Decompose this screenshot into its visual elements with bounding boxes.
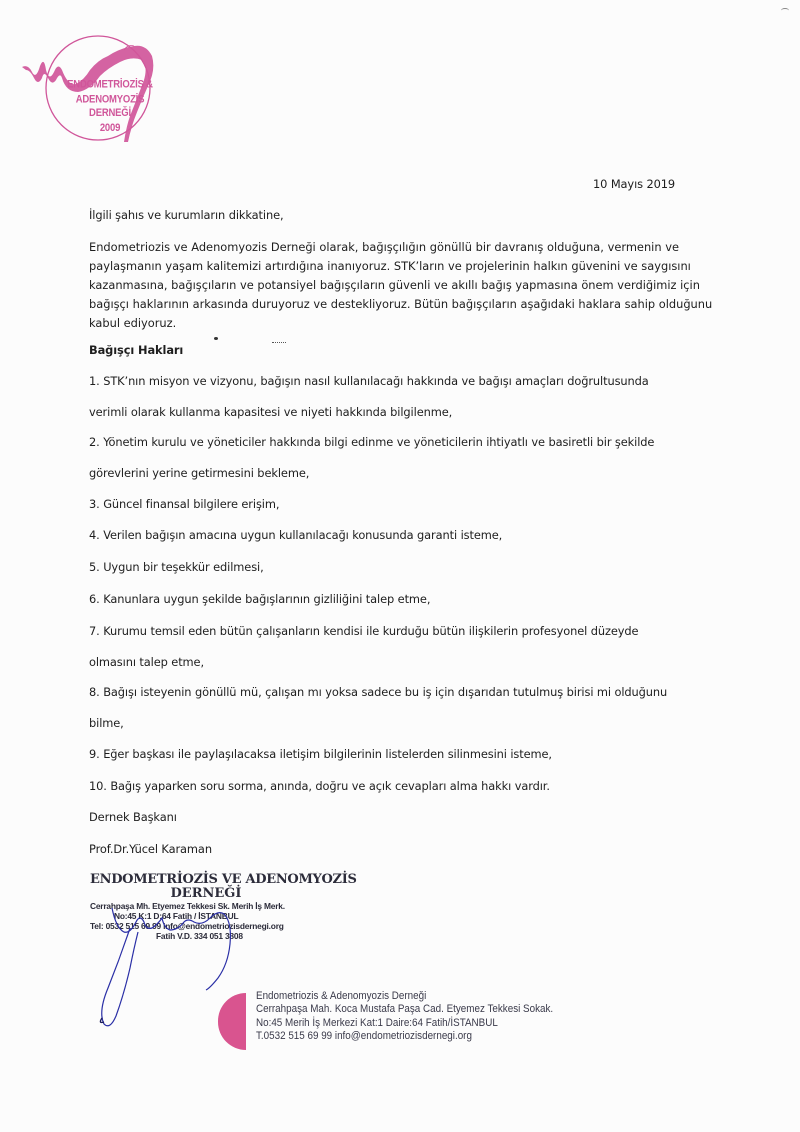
right-item: 4. Verilen bağışın amacına uygun kullanılacağı konusunda garanti isteme, bbox=[89, 528, 503, 542]
right-item: 1. STK’nın misyon ve vizyonu, bağışın nasıl kullanılacağı hakkında ve bağışı amaçları doğrultusunda bbox=[89, 374, 649, 388]
stamp-contact: Tel: 0532 515 69 99 info@endometriozisdernegi.org bbox=[90, 921, 284, 931]
footer-address bbox=[256, 990, 553, 1044]
stamp-title: ENDOMETRİOZİS VE ADENOMYOZİS bbox=[90, 872, 357, 887]
intro-line: kazanmasına, bağışçıların ve potansiyel bağışçıların güvenli ve akıllı bağış yapmasına önem verdiğimiz için bbox=[89, 278, 700, 292]
letter-greeting: İlgili şahıs ve kurumların dikkatine, bbox=[89, 208, 284, 222]
logo-line: 2009 bbox=[99, 121, 121, 135]
scan-speck bbox=[214, 337, 218, 340]
stamp-address: Cerrahpaşa Mh. Etyemez Tekkesi Sk. Merih İş Merk. bbox=[90, 901, 285, 911]
stamp-tax-number: Fatih V.D. 334 051 3808 bbox=[156, 931, 243, 941]
right-item: 7. Kurumu temsil eden bütün çalışanların kendisi ile kurduğu bütün ilişkilerin profesyonel düzeyde bbox=[89, 624, 639, 638]
association-logo bbox=[16, 20, 166, 145]
logo-line: DERNEĞİ bbox=[89, 107, 131, 120]
intro-line: bağışçı haklarının arkasında duruyoruz ve destekliyoruz. Bütün bağışçıların aşağıdaki haklara sahip olduğunu bbox=[89, 297, 713, 311]
right-item: 5. Uygun bir teşekkür edilmesi, bbox=[89, 560, 264, 574]
right-item: 2. Yönetim kurulu ve yöneticiler hakkında bilgi edinme ve yöneticilerin ihtiyatlı ve basiretli bir şekilde bbox=[89, 435, 655, 449]
footer-line: Cerrahpaşa Mah. Koca Mustafa Paşa Cad. Etyemez Tekkesi Sokak. bbox=[256, 1003, 554, 1016]
right-item: 3. Güncel finansal bilgilere erişim, bbox=[89, 497, 280, 511]
logo-line: ADENOMYOZİS bbox=[75, 92, 145, 106]
intro-line: Endometriozis ve Adenomyozis Derneği olarak, bağışçılığın gönüllü bir davranış olduğuna, vermenin ve bbox=[89, 240, 679, 254]
logo-text bbox=[60, 78, 160, 136]
right-item: 10. Bağış yaparken soru sorma, anında, doğru ve açık cevapları alma hakkı vardır. bbox=[89, 779, 550, 793]
stamp-address: No:45 K:1 D:64 Fatih / İSTANBUL bbox=[114, 911, 239, 921]
right-item: verimli olarak kullanma kapasitesi ve niyeti hakkında bilgilenme, bbox=[89, 405, 453, 419]
scan-mark bbox=[781, 8, 789, 13]
footer-line: Endometriozis & Adenomyozis Derneği bbox=[256, 990, 427, 1002]
rights-heading: Bağışçı Hakları bbox=[89, 343, 184, 357]
scan-speck bbox=[272, 342, 286, 345]
right-item: olmasını talep etme, bbox=[89, 655, 204, 669]
letter-date: 10 Mayıs 2019 bbox=[593, 177, 676, 191]
footer-line: No:45 Merih İş Merkezi Kat:1 Daire:64 Fatih/İSTANBUL bbox=[256, 1016, 498, 1029]
signer-title: Dernek Başkanı bbox=[89, 810, 177, 824]
logo-line: ENDOMETRİOZİS & bbox=[67, 78, 153, 91]
intro-line: paylaşmanın yaşam kalitemizi artırdığına inanıyoruz. STK’ların ve projelerinin halkın güvenini ve saygısını bbox=[89, 259, 691, 273]
right-item: bilme, bbox=[89, 716, 124, 730]
right-item: 9. Eğer başkası ile paylaşılacaksa iletişim bilgilerinin listelerden silinmesini isteme, bbox=[89, 747, 552, 761]
footer-line: T.0532 515 69 99 info@endometriozisdernegi.org bbox=[256, 1030, 472, 1043]
stamp-title: DERNEĞİ bbox=[170, 886, 242, 901]
intro-line: kabul ediyoruz. bbox=[89, 316, 177, 330]
right-item: 6. Kanunlara uygun şekilde bağışlarının gizliliğini talep etme, bbox=[89, 592, 431, 606]
intro-paragraph bbox=[89, 238, 713, 333]
signer-name: Prof.Dr.Yücel Karaman bbox=[89, 842, 212, 856]
right-item: 8. Bağışı isteyenin gönüllü mü, çalışan mı yoksa sadece bu iş için dışarıdan tutulmuş birisi mi olduğunu bbox=[89, 685, 668, 699]
right-item: görevlerini yerine getirmesini bekleme, bbox=[89, 466, 310, 480]
